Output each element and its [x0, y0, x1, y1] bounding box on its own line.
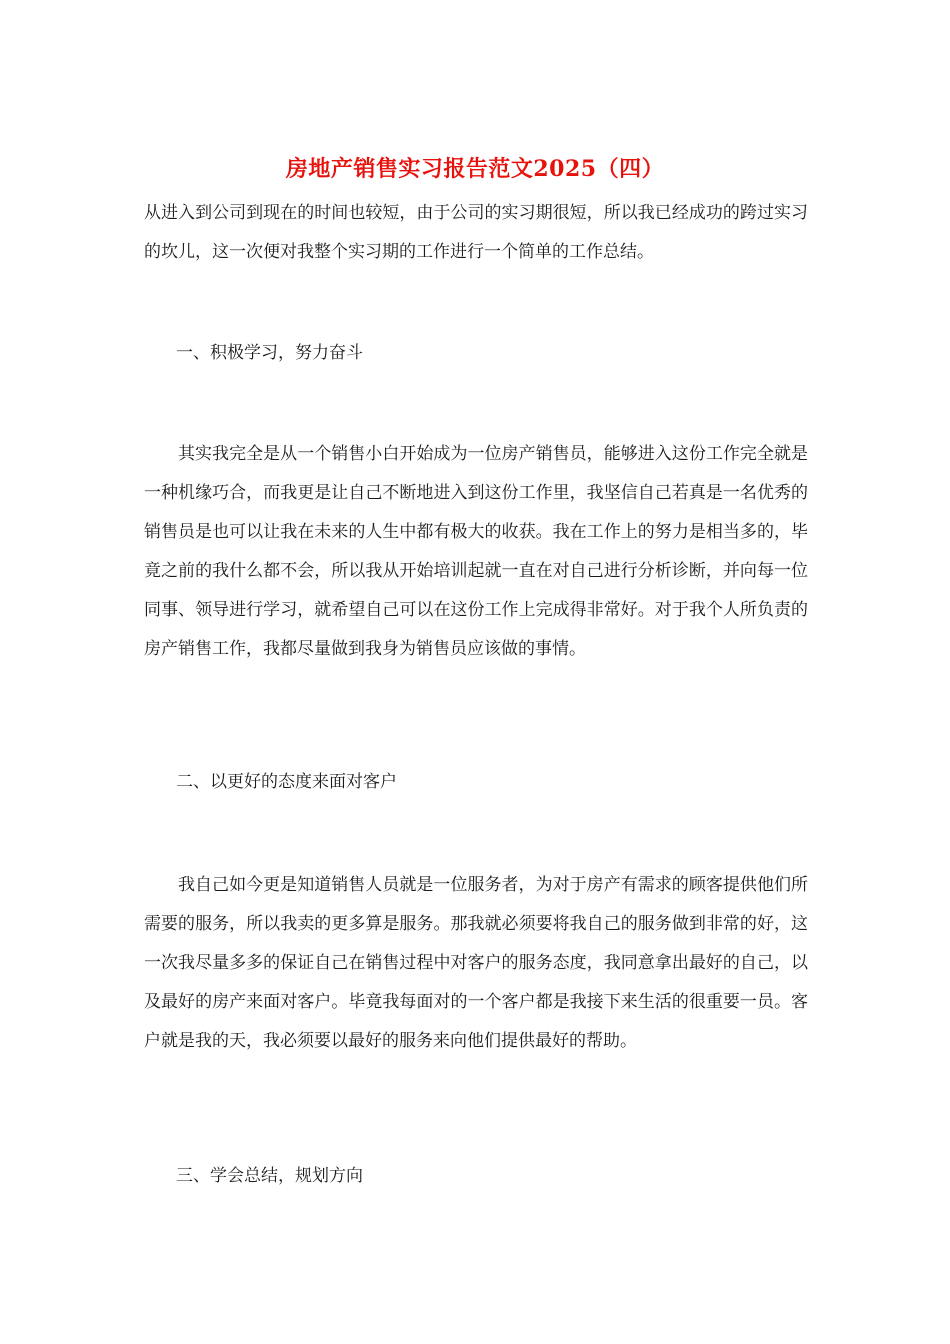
section-heading-3: 三、学会总结，规划方向 [176, 1166, 363, 1186]
document-title: 房地产销售实习报告范文2025（四） [285, 156, 665, 182]
section-paragraph-1: 其实我完全是从一个销售小白开始成为一位房产销售员，能够进入这份工作完全就是一种机缘巧合，而我更是让自己不断地进入到这份工作里，我坚信自己若真是一名优秀的销售员是也可以让我在未来的人生中都有极大的收获。我在工作上的努力是相当多的，毕竟之前的我什么都不会，所以我从开始培训起就一直在对自己进行分析诊断，并向每一位同事、领导进行学习，就希望自己可以在这份工作上完成得非常好。对于我个人所负责的房产销售工作，我都尽量做到我身为销售员应该做的事情。 [144, 444, 808, 659]
intro-paragraph: 从进入到公司到现在的时间也较短，由于公司的实习期很短，所以我已经成功的跨过实习的坎儿，这一次便对我整个实习期的工作进行一个简单的工作总结。 [144, 203, 808, 262]
section-heading-1: 一、积极学习，努力奋斗 [176, 343, 363, 363]
section-heading-2: 二、以更好的态度来面对客户 [176, 772, 397, 792]
section-paragraph-2: 我自己如今更是知道销售人员就是一位服务者，为对于房产有需求的顾客提供他们所需要的服务，所以我卖的更多算是服务。那我就必须要将我自己的服务做到非常的好，这一次我尽量多多的保证自己在销售过程中对客户的服务态度，我同意拿出最好的自己，以及最好的房产来面对客户。毕竟我每面对的一个客户都是我接下来生活的很重要一员。客户就是我的天，我必须要以最好的服务来向他们提供最好的帮助。 [144, 875, 808, 1051]
